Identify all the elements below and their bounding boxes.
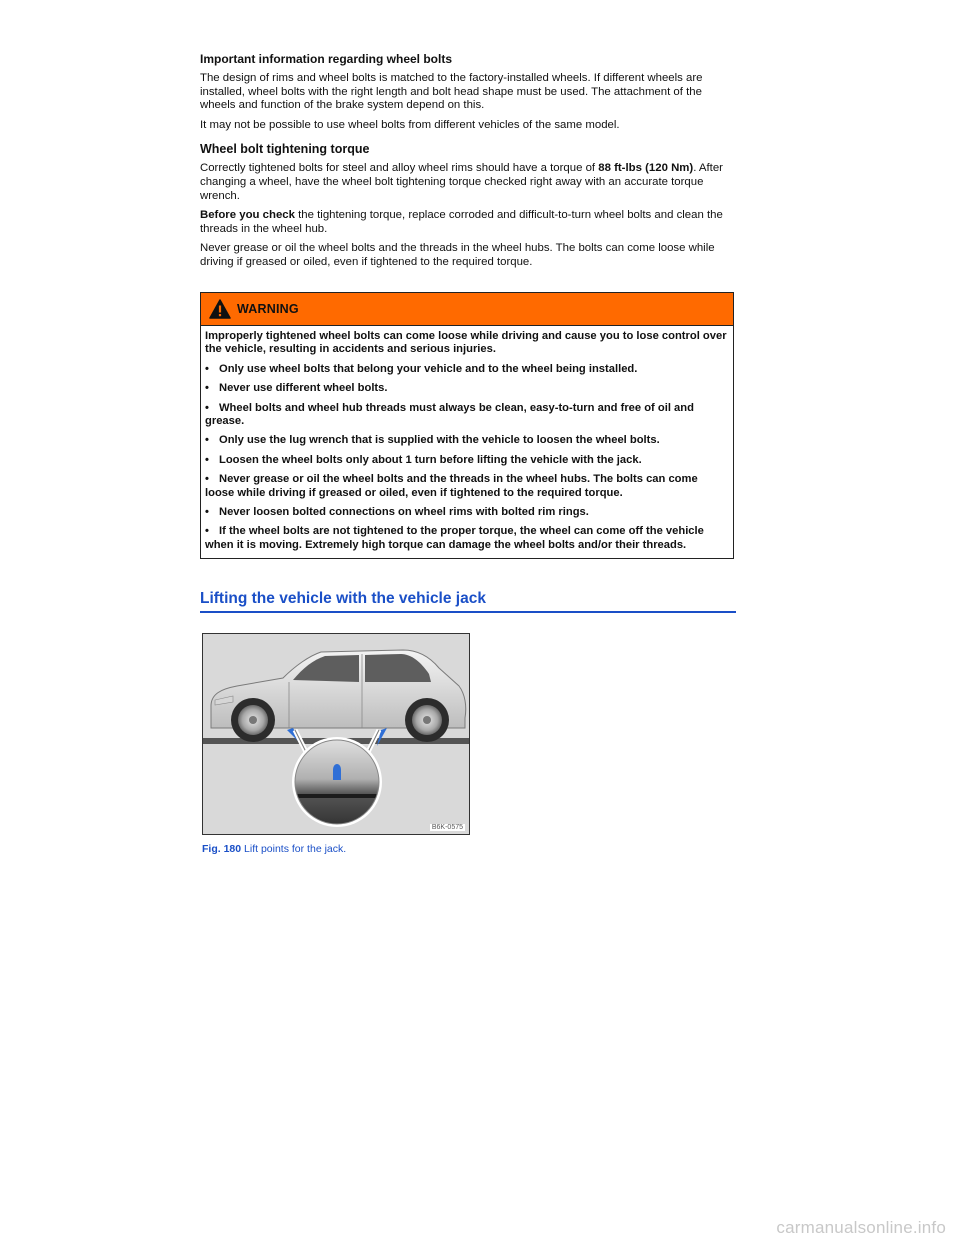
bullet: • bbox=[205, 453, 209, 466]
torque-value: 88 ft-lbs (120 Nm) bbox=[598, 162, 694, 175]
caption-label: Fig. 180 bbox=[202, 843, 242, 855]
list-item bbox=[205, 454, 729, 467]
list-item bbox=[205, 473, 729, 500]
paragraph-torque bbox=[200, 162, 736, 203]
bullet: • bbox=[205, 473, 209, 486]
list-item bbox=[205, 402, 729, 429]
bullet: • bbox=[205, 382, 209, 395]
watermark: carmanualsonline.info bbox=[776, 1218, 946, 1237]
car-illustration bbox=[203, 634, 469, 834]
list-item-text: Only use wheel bolts that belong your vehicle and to the wheel being installed. bbox=[219, 362, 638, 375]
bullet: • bbox=[205, 362, 209, 375]
page-content bbox=[200, 52, 736, 276]
figure-caption bbox=[202, 843, 346, 855]
heading-wheel-bolts-info: Important information regarding wheel bolts bbox=[200, 52, 453, 66]
figure-code: B6K-0575 bbox=[431, 824, 463, 831]
list-item-text: Wheel bolts and wheel hub threads must always be clean, easy-to-turn and free of oil and grease. bbox=[205, 401, 694, 428]
warning-body bbox=[201, 326, 733, 558]
list-item-text: Never use different wheel bolts. bbox=[219, 382, 388, 395]
emphasis: Before you check bbox=[200, 209, 295, 222]
list-item bbox=[205, 382, 729, 395]
caption-text: Lift points for the jack. bbox=[241, 843, 347, 855]
warning-header bbox=[201, 293, 733, 326]
list-item-text: Loosen the wheel bolts only about 1 turn before lifting the vehicle with the jack. bbox=[219, 453, 642, 466]
list-item-text: Only use the lug wrench that is supplied with the vehicle to loosen the wheel bolts. bbox=[219, 434, 660, 447]
bullet: • bbox=[205, 401, 209, 414]
list-item-text: Never loosen bolted connections on wheel rims with bolted rim rings. bbox=[219, 506, 589, 519]
text: . After changing a wheel, have the wheel bolt tightening torque checked right away with an accurate torque wrench. bbox=[200, 162, 723, 202]
warning-triangle-icon bbox=[209, 299, 231, 319]
bullet: • bbox=[205, 525, 209, 538]
text: Correctly tightened bolts for steel and alloy wheel rims should have a torque of bbox=[200, 162, 599, 175]
list-item bbox=[205, 363, 729, 376]
bullet: • bbox=[205, 506, 209, 519]
bullet: • bbox=[205, 434, 209, 447]
paragraph: It may not be possible to use wheel bolts from different vehicles of the same model. bbox=[200, 118, 620, 131]
list-item bbox=[205, 525, 729, 552]
paragraph: The design of rims and wheel bolts is matched to the factory-installed wheels. If different wheels are installed, wheel bolts with the right length and bolt head shape must be used. The attachment of the wheels and function of the brake system depend on this. bbox=[200, 72, 703, 112]
warning-title: WARNING bbox=[237, 302, 299, 316]
list-item bbox=[205, 506, 729, 519]
section-title-lifting: Lifting the vehicle with the vehicle jack bbox=[200, 590, 736, 613]
text: the tightening torque, replace corroded and difficult-to-turn wheel bolts and clean the threads in the wheel hub. bbox=[200, 209, 723, 235]
list-item bbox=[205, 434, 729, 447]
paragraph: Never grease or oil the wheel bolts and the threads in the wheel hubs. The bolts can come loose while driving if greased or oiled, even if tightened to the required torque. bbox=[200, 242, 715, 268]
warning-intro: Improperly tightened wheel bolts can come loose while driving and cause you to lose control over the vehicle, resulting in accidents and serious injuries. bbox=[205, 330, 727, 356]
heading-tightening-torque: Wheel bolt tightening torque bbox=[200, 142, 370, 157]
list-item-text: Never grease or oil the wheel bolts and the threads in the wheel hubs. The bolts can come loose while driving if greased or oiled, even if tightened to the required torque. bbox=[205, 473, 698, 499]
list-item-text: If the wheel bolts are not tightened to the proper torque, the wheel can come off the vehicle when it is moving. Extremely high torque can damage the wheel bolts and/or their threads. bbox=[205, 525, 704, 551]
warning-list bbox=[205, 363, 729, 552]
paragraph-before-check bbox=[200, 209, 736, 236]
warning-box bbox=[200, 292, 734, 559]
figure-lift-points bbox=[202, 633, 470, 835]
